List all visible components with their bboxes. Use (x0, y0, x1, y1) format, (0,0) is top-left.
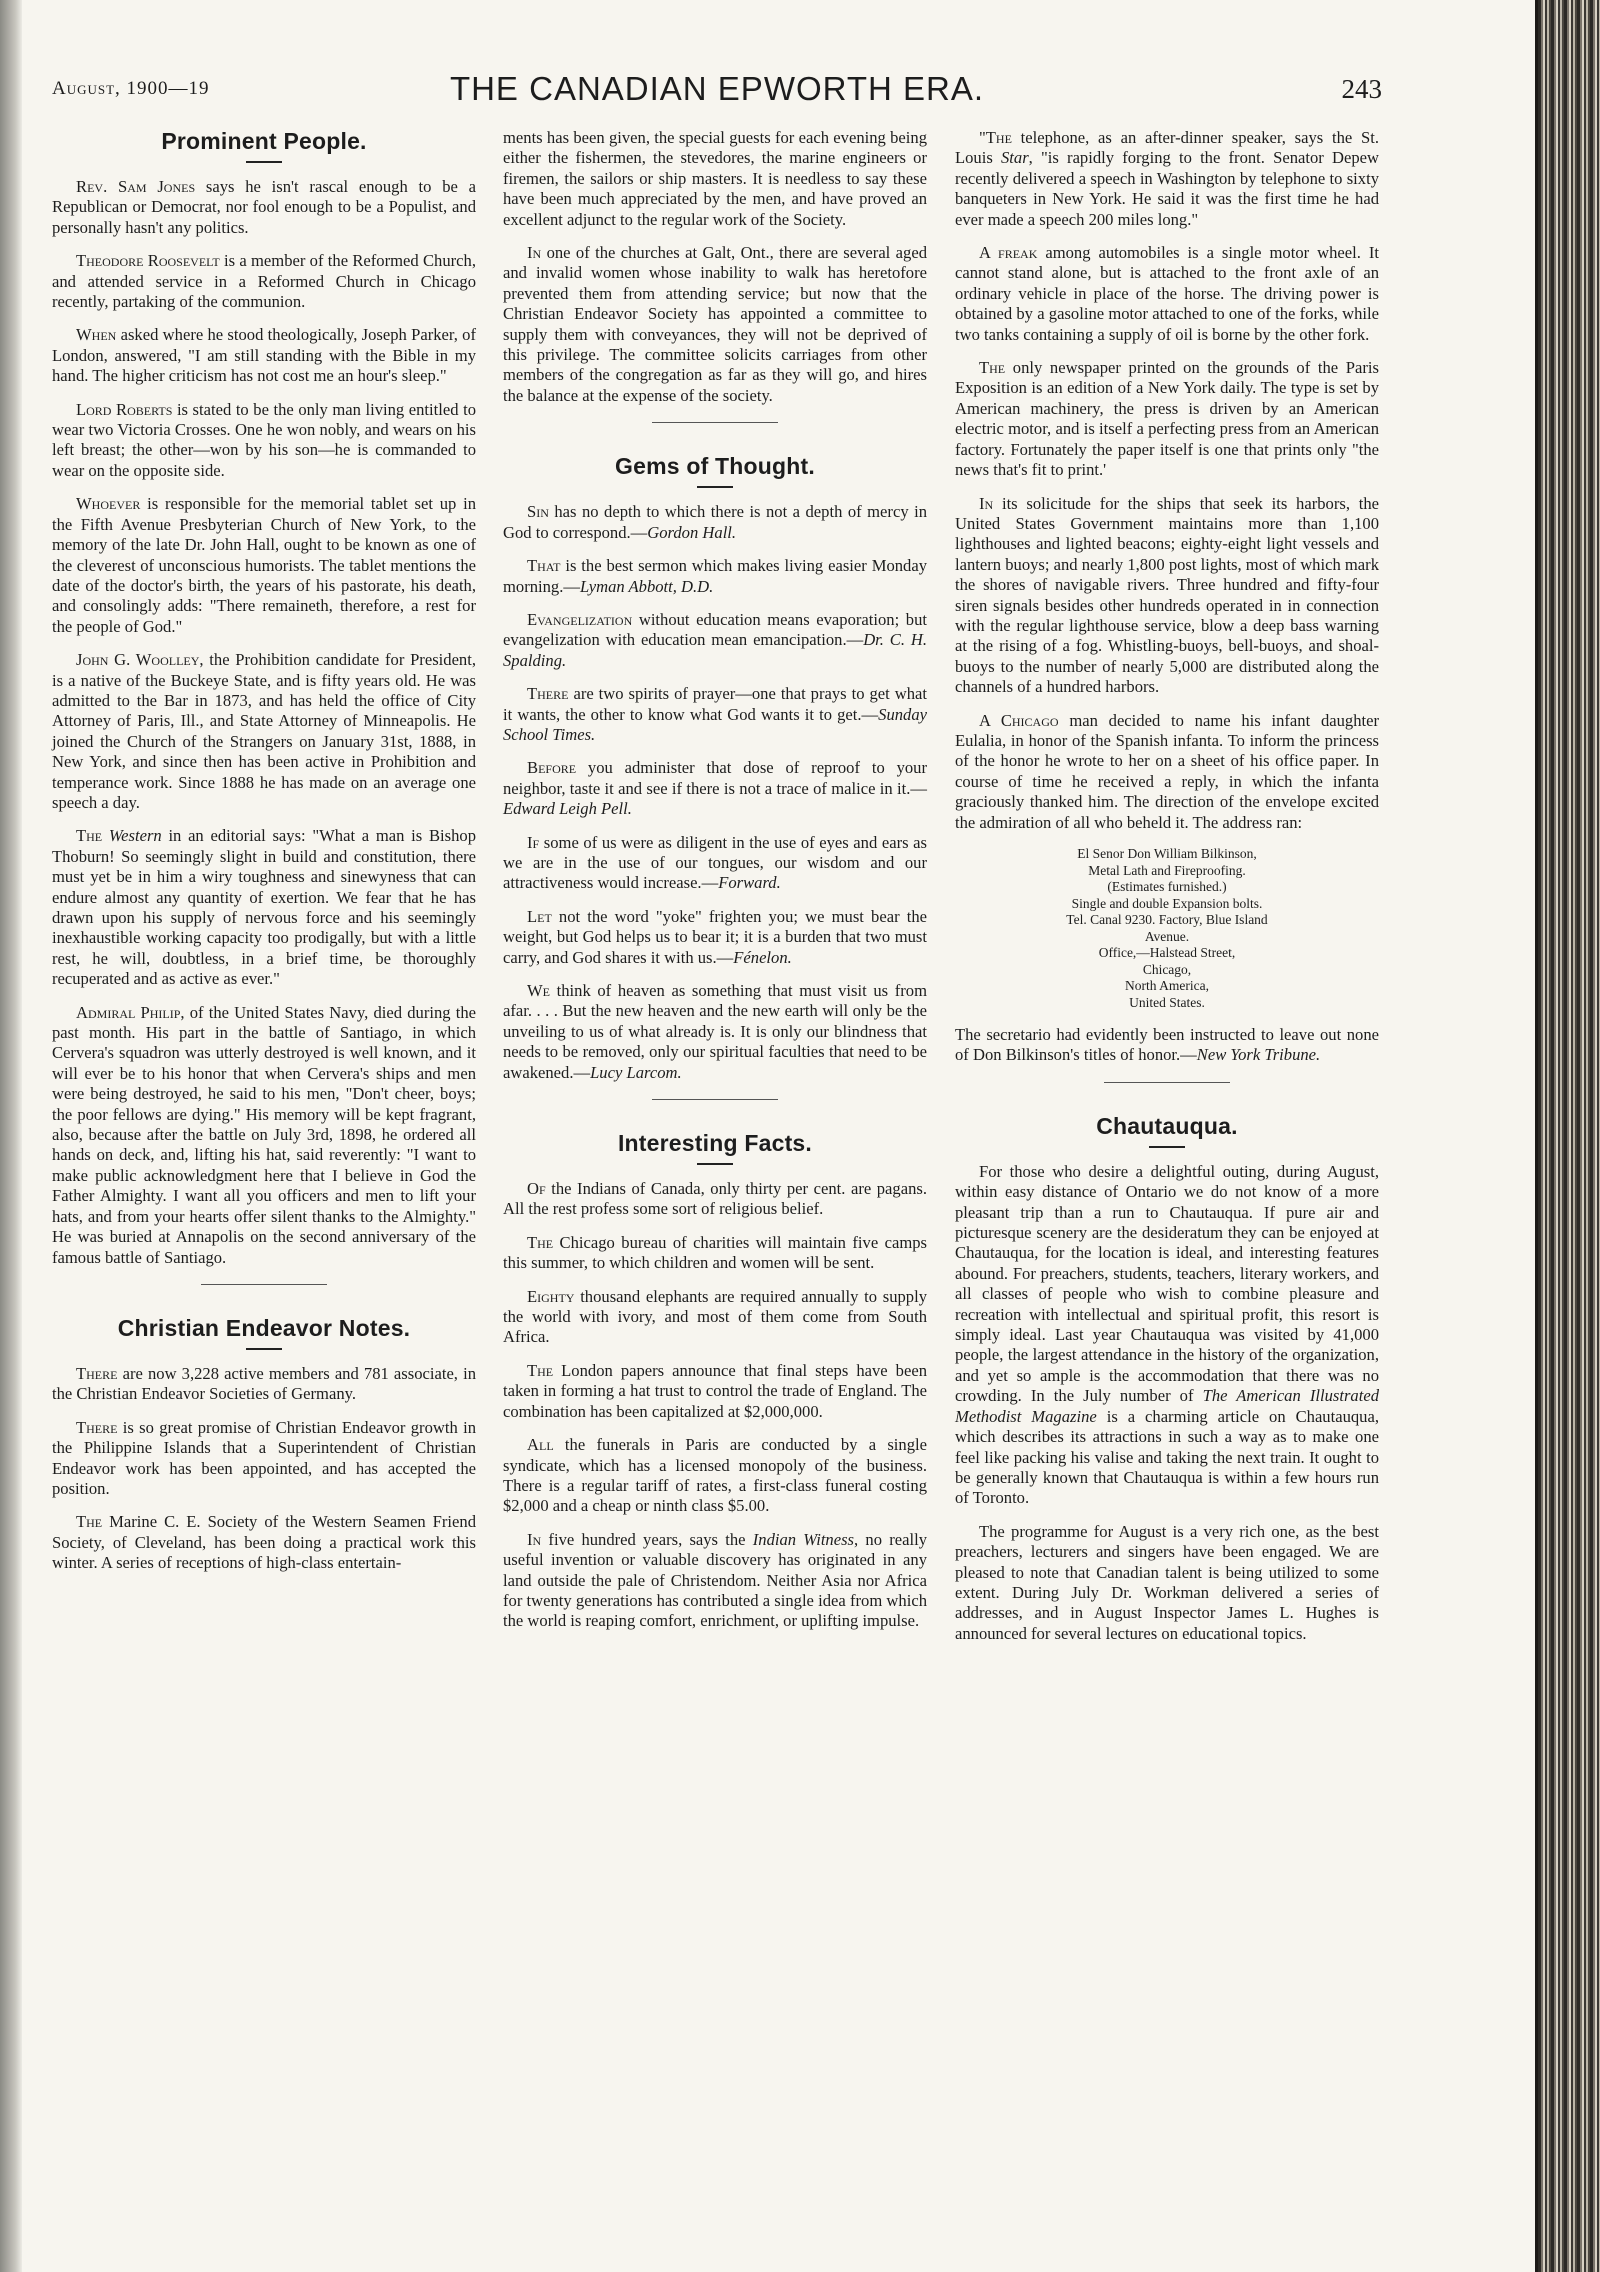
paragraph: All the funerals in Paris are conducted by a single syndicate, which has a licensed monopoly of the business. There is a regular tariff of rates, a first-class funeral costing $2,000 and a cheap or ninth class $5.00. (503, 1435, 927, 1516)
publication-title: THE CANADIAN EPWORTH ERA. (449, 70, 985, 107)
paragraph: Theodore Roosevelt is a member of the Reformed Church, and attended service in a Reformed Church in Chicago recently, partaking of the communion. (52, 251, 476, 312)
column-1 (52, 128, 476, 1587)
column-3 (955, 128, 1379, 1657)
paragraph: Admiral Philip, of the United States Navy, died during the past month. His part in the battle of Santiago, in which Cervera's squadron was utterly destroyed is well known, and it will ever be to his honor that when Cervera's ships and men were being destroyed, he said to his men, "Don't cheer, boys; the poor fellows are dying." His memory will be kept fragrant, also, because after the battle on July 3rd, 1898, he ordered all hands on deck, and, lifting his hat, said reverently: "I want to make public acknowledgment here that I believe in God the Father Almighty. I want all you officers and men to lift your hats, and from your hearts offer silent thanks to the Almighty." He was buried at Annapolis on the second anniversary of the famous battle of Santiago. (52, 1002, 476, 1267)
paragraph: That is the best sermon which makes living easier Monday morning.—Lyman Abbott, D.D. (503, 556, 927, 596)
paragraph: We think of heaven as something that must visit us from afar. . . . But the new heaven and the new earth will only be the unveiling to us of what already is. It is only our blindness that needs to be removed, only our spiritual faculties that need to be awakened.—Lucy Larcom. (503, 981, 927, 1082)
paragraph: The London papers announce that final steps have been taken in forming a hat trust to control the trade of England. The combination has been capitalized at $2,000,000. (503, 1360, 927, 1421)
address-line: United States. (1129, 994, 1205, 1010)
paragraph: Eighty thousand elephants are required annually to supply the world with ivory, and most of them come from South Africa. (503, 1286, 927, 1347)
paragraph: The secretario had evidently been instructed to leave out none of Don Bilkinson's titles of honor.—New York Tribune. (955, 1025, 1379, 1065)
paragraph: The only newspaper printed on the grounds of the Paris Exposition is an edition of a New York daily. The type is set by American machinery, the press is driven by an American electric motor, and is itself a perfecting press from an American factory. Fortunately the paper itself is one that prints only "the news that's fit to print.' (955, 358, 1379, 480)
heading-rule (697, 486, 733, 488)
address-line: Avenue. (1144, 928, 1190, 944)
heading-rule (246, 161, 282, 163)
paragraph: Whoever is responsible for the memorial tablet set up in the Fifth Avenue Presbyterian Church of New York, to the memory of the late Dr. John Hall, ought to be known as one of the cleverest of unconscious humorists. The tablet mentions the date of the doctor's birth, the years of his pastorate, his death, and consolingly adds: "There remaineth, therefore, a rest for the people of God." (52, 494, 476, 636)
address-line: Tel. Canal 9230. Factory, Blue Island (1066, 912, 1268, 927)
envelope-address (955, 846, 1379, 1011)
paragraph: In one of the churches at Galt, Ont., there are several aged and invalid women whose inability to walk has heretofore prevented them from attending service; but now that the Christian Endeavor Society has appointed a committee to supply them with conveyances, they will not be deprived of this privilege. The committee solicits carriages from other members of the congregation as far as they will go, and hires the balance at the expense of the society. (503, 243, 927, 405)
address-line: Chicago, (1142, 961, 1192, 977)
paragraph: Lord Roberts is stated to be the only man living entitled to wear two Victoria Crosses. One he won nobly, and wears on his left breast; the other—won by his son—he is commanded to wear on the opposite side. (52, 399, 476, 480)
paragraph: Evangelization without education means evaporation; but evangelization with education mean emancipation.—Dr. C. H. Spalding. (503, 609, 927, 670)
section-divider (652, 1099, 778, 1100)
heading-rule (246, 1348, 282, 1350)
book-binding-edge (1535, 0, 1600, 2272)
paragraph: The Marine C. E. Society of the Western Seamen Friend Society, of Cleveland, has been doing a practical work this winter. A series of receptions of high-class entertain- (52, 1512, 476, 1573)
paragraph: ments has been given, the special guests for each evening being either the fishermen, the stevedores, the marine engineers or firemen, the sailors or ship masters. It is needless to say these have been much appreciated by the men, and have proved an excellent adjunct to the regular work of the Society. (503, 128, 927, 229)
paragraph: A Chicago man decided to name his infant daughter Eulalia, in honor of the Spanish infanta. To inform the princess of the honor he wrote to her on a sheet of his office paper. In course of time he received a reply, in which the infanta graciously thanked him. The direction of the envelope excited the admiration of all who beheld it. The address ran: (955, 710, 1379, 832)
paragraph: Let not the word "yoke" frighten you; we must bear the weight, but God helps us to bear it; it is a burden that two must carry, and God shares it with us.—Fénelon. (503, 906, 927, 967)
address-line: El Senor Don William Bilkinson, (1077, 846, 1257, 861)
section-divider (1104, 1082, 1230, 1083)
section-heading-interesting-facts: Interesting Facts. (617, 1130, 813, 1157)
paragraph: "The telephone, as an after-dinner speaker, says the St. Louis Star, "is rapidly forging to the front. Senator Depew recently delivered a speech in Washington by telephone to sixty banqueters in New York. He said it was the first time he had ever made a speech 200 miles long." (955, 128, 1380, 229)
paragraph: In five hundred years, says the Indian Witness, no really useful invention or valuable discovery has originated in any land outside the pale of Christendom. Neither Asia nor Africa for twenty generations has contributed a single idea from which the world is reaping comfort, enrichment, or uplifting impulse. (503, 1529, 927, 1631)
address-line: Single and double Expansion bolts. (1071, 895, 1263, 911)
paragraph: In its solicitude for the ships that seek its harbors, the United States Government maintains more than 1,100 lighthouses and lighted beacons; eighty-eight light vessels and lantern buoys; and nearly 1,800 post lights, most of which mark the shores of navigable rivers. Three hundred and fifty-four siren signals besides other hundreds operated in in connection with the regular lighthouse service, blow a deep bass warning at the rising of a fog. Whistling-buoys, bell-buoys, and shoal-buoys to the number of nearly 5,000 are distributed along the channels of a hundred harbors. (955, 493, 1379, 697)
section-heading-christian-endeavor: Christian Endeavor Notes. (117, 1314, 411, 1341)
paragraph: There is so great promise of Christian Endeavor growth in the Philippine Islands that a Superintendent of Christian Endeavor work has been appointed, and has accepted the position. (52, 1417, 476, 1498)
paragraph: Before you administer that dose of reproof to your neighbor, taste it and see if there is not a trace of malice in it.—Edward Leigh Pell. (503, 758, 927, 819)
heading-rule (697, 1163, 733, 1165)
paragraph: There are two spirits of prayer—one that prays to get what it wants, the other to know what God wants it to get.—Sunday School Times. (503, 684, 927, 744)
section-heading-chautauqua: Chautauqua. (1096, 1112, 1238, 1139)
section-divider (652, 422, 778, 423)
page-edge-shadow (0, 0, 22, 2272)
paragraph: The Chicago bureau of charities will maintain five camps this summer, to which children and women will be sent. (503, 1232, 927, 1273)
page-number: 243 (1341, 74, 1382, 104)
column-2 (503, 128, 927, 1645)
section-heading-prominent-people: Prominent People. (161, 128, 367, 154)
paragraph: For those who desire a delightful outing, during August, within easy distance of Ontario we do not know of a more pleasant trip than a run to Chautauqua. If pure air and picturesque scenery are the desideratum they can be enjoyed at Chautauqua, for the location is ideal, and interesting features abound. For preachers, students, teachers, literary workers, and all classes of people who wish to combine pleasure and recreation with intellectual and spiritual profit, this resort is simply ideal. Last year Chautauqua was visited by 41,000 people, the largest attendance in the history of the organization, and yet so ample is the accommodation that there was no crowding. In the July number of The American Illustrated Methodist Magazine is a charming article on Chautauqua, which describes its attractions in such a way as to make one feel like packing his valise and taking the next train. It ought to be generally known that Chautauqua is within a few hours run of Toronto. (955, 1161, 1379, 1508)
paragraph: When asked where he stood theologically, Joseph Parker, of London, answered, "I am still standing with the Bible in my hand. The higher criticism has not cost me an hour's sleep." (52, 325, 476, 386)
address-line: North America, (1125, 978, 1209, 993)
paragraph: A freak among automobiles is a single motor wheel. It cannot stand alone, but is attached to the front axle of an ordinary vehicle in place of the horse. The driving power is obtained by a gasoline motor attached to one of the forks, while two tanks containing a supply of oil is borne by the other fork. (955, 243, 1379, 344)
paragraph: The Western in an editorial says: "What a man is Bishop Thoburn! So seemingly slight in build and constitution, there must yet be in him a wiry toughness and sinewyness that can endure almost any quantity of exertion. We fear that he has drawn upon his supply of nervous force and his seemingly inexhaustible working capacity too prodigally, but with a little rest, he will, doubtless, in a brief time, be thoroughly recuperated and as active as ever." (52, 826, 476, 989)
address-line: Metal Lath and Fireproofing. (1088, 862, 1246, 878)
paragraph: If some of us were as diligent in the use of eyes and ears as we are in the use of our tongues, our wisdom and our attractiveness would increase.—Forward. (503, 832, 927, 893)
section-divider (201, 1284, 327, 1285)
paragraph: Of the Indians of Canada, only thirty per cent. are pagans. All the rest profess some sort of religious belief. (503, 1179, 927, 1219)
paragraph: The programme for August is a very rich one, as the best preachers, lecturers and singers have been engaged. We are pleased to note that Canadian talent is being utilized to some extent. During July Dr. Workman delivered a series of addresses, and in August Inspector James L. Hughes is announced for several lectures on educational topics. (955, 1521, 1379, 1643)
paragraph: John G. Woolley, the Prohibition candidate for President, is a native of the Buckeye State, and is fifty years old. He was admitted to the Bar in 1873, and has held the office of City Attorney of Paris, Ill., and State Attorney of Minneapolis. He joined the Church of the Strangers on January 31st, 1888, in New York, and since then has been active in Prohibition and temperance work. Since 1888 he has made on an average one speech a day. (52, 650, 476, 812)
page-header (52, 70, 1382, 120)
paragraph: There are now 3,228 active members and 781 associate, in the Christian Endeavor Societies of Germany. (52, 1363, 476, 1404)
issue-date: August, 1900—19 (52, 78, 210, 99)
heading-rule (1149, 1146, 1185, 1148)
paragraph: Sin has no depth to which there is not a depth of mercy in God to correspond.—Gordon Hall. (503, 502, 927, 542)
address-line: Office,—Halstead Street, (1098, 945, 1236, 960)
paragraph: Rev. Sam Jones says he isn't rascal enough to be a Republican or Democrat, nor fool enough to be a Populist, and personally hasn't any politics. (52, 177, 476, 237)
address-line: (Estimates furnished.) (1107, 879, 1227, 894)
section-heading-gems-of-thought: Gems of Thought. (615, 453, 815, 480)
